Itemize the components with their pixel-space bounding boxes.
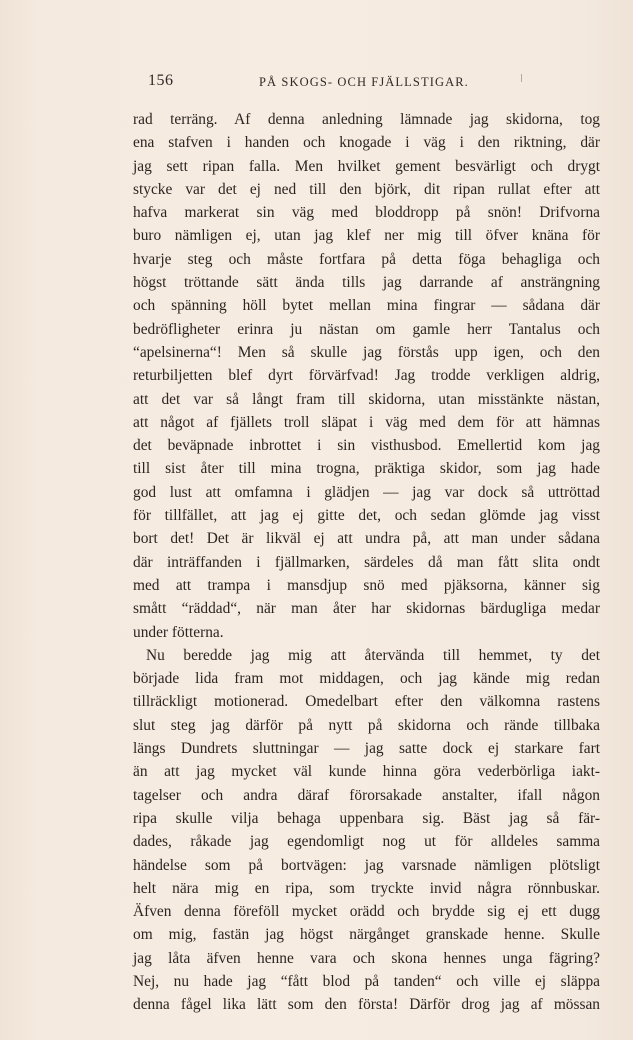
text-line: denna fågel lika lätt som den första! Därför drog jag af mössan	[133, 996, 600, 1014]
text-line: Nej, nu hade jag “fått blod på tanden“ och ville ej släppa	[133, 972, 600, 990]
text-line: att det var så långt fram till skidorna, utan misstänkte nästan,	[133, 390, 600, 408]
running-title: PÅ SKOGS- OCH FJÄLLSTIGAR.	[259, 75, 469, 89]
text-line: slut steg jag därför på nytt på skidorna och rände tillbaka	[133, 716, 600, 734]
text-line: ena stafven i handen och knogade i väg i den riktning, där	[133, 134, 600, 152]
text-line: buro nämligen ej, utan jag klef ner mig till öfver knäna för	[133, 227, 600, 245]
text-line: god lust att omfamna i glädjen — jag var dock så uttröttad	[133, 483, 600, 501]
text-line: returbiljetten blef dyrt förvärfvad! Jag trodde verkligen aldrig,	[133, 367, 600, 385]
text-line: Nu beredde jag mig att återvända till hemmet, ty det	[146, 646, 600, 664]
text-line: om mig, fastän jag högst närgånget granskade henne. Skulle	[133, 926, 600, 944]
body-text	[133, 108, 600, 1017]
text-line: Äfven denna föreföll mycket orädd och brydde sig ej ett dugg	[133, 903, 600, 921]
text-line: rad terräng. Af denna anledning lämnade jag skidorna, tog	[133, 111, 600, 128]
text-line: högst tröttande sätt ända tills jag darrande af ansträngning	[133, 274, 600, 292]
text-line: tillräckligt motionerad. Omedelbart efter den välkomna rastens	[133, 693, 600, 711]
text-line: att något af fjällets troll släpat i väg med dem för att hämnas	[133, 413, 600, 431]
text-line: än att jag mycket väl kunde hinna göra vederbörliga iakt-	[133, 763, 600, 781]
text-line: till sist åter till mina trogna, präktiga skidor, som jag hade	[133, 460, 600, 478]
text-line: smått “räddad“, när man åter har skidornas bärdugliga medar	[133, 600, 600, 618]
text-line: för tillfället, att jag ej gitte det, och sedan glömde jag visst	[133, 507, 600, 525]
text-line: ripa skulle vilja behaga uppenbara sig. Bäst jag så fär-	[133, 809, 600, 827]
text-line: där inträffanden i fjällmarken, särdeles då man fått slita ondt	[133, 553, 600, 571]
text-line: under fötterna.	[133, 623, 224, 641]
text-line: dades, råkade jag egendomligt nog ut för alldeles samma	[133, 833, 600, 851]
text-line: började lida fram mot middagen, och jag kände mig redan	[133, 670, 600, 688]
page-number: 156	[148, 72, 174, 89]
text-line: längs Dundrets sluttningar — jag satte dock ej starkare fart	[133, 740, 600, 758]
text-line: jag låta äfven henne vara och skona hennes unga fägring?	[133, 949, 600, 967]
text-line: stycke var det ej ned till den björk, dit ripan rullat efter att	[133, 180, 600, 198]
text-line: hafva markerat sin väg med bloddropp på snön! Drifvorna	[133, 204, 600, 222]
text-line: händelse som på bortvägen: jag varsnade nämligen plötsligt	[133, 856, 600, 874]
text-line: helt nära mig en ripa, som tryckte invid några rönnbuskar.	[133, 879, 600, 897]
text-line: bort det! Det är likväl ej att undra på, att man under sådana	[133, 530, 600, 548]
text-line: tagelser och andra däraf förorsakade anstalter, ifall någon	[133, 786, 600, 804]
text-line: och spänning höll bytet mellan mina fingrar — sådana där	[133, 297, 600, 315]
text-line: det beväpnade inbrottet i sin visthusbod. Emellertid kom jag	[133, 437, 600, 455]
text-line: “apelsinerna“! Men så skulle jag förstås upp igen, och den	[133, 343, 600, 361]
page-header	[131, 72, 601, 96]
text-line: jag sett ripan falla. Men hvilket gement besvärligt och drygt	[133, 157, 600, 175]
text-line: bedröfligheter erinra ju nästan om gamle herr Tantalus och	[133, 320, 600, 338]
text-line: hvarje steg och måste fortfara på detta föga behagliga och	[133, 250, 600, 268]
text-line: med att trampa i mansdjup snö med pjäksorna, känner sig	[133, 576, 600, 594]
